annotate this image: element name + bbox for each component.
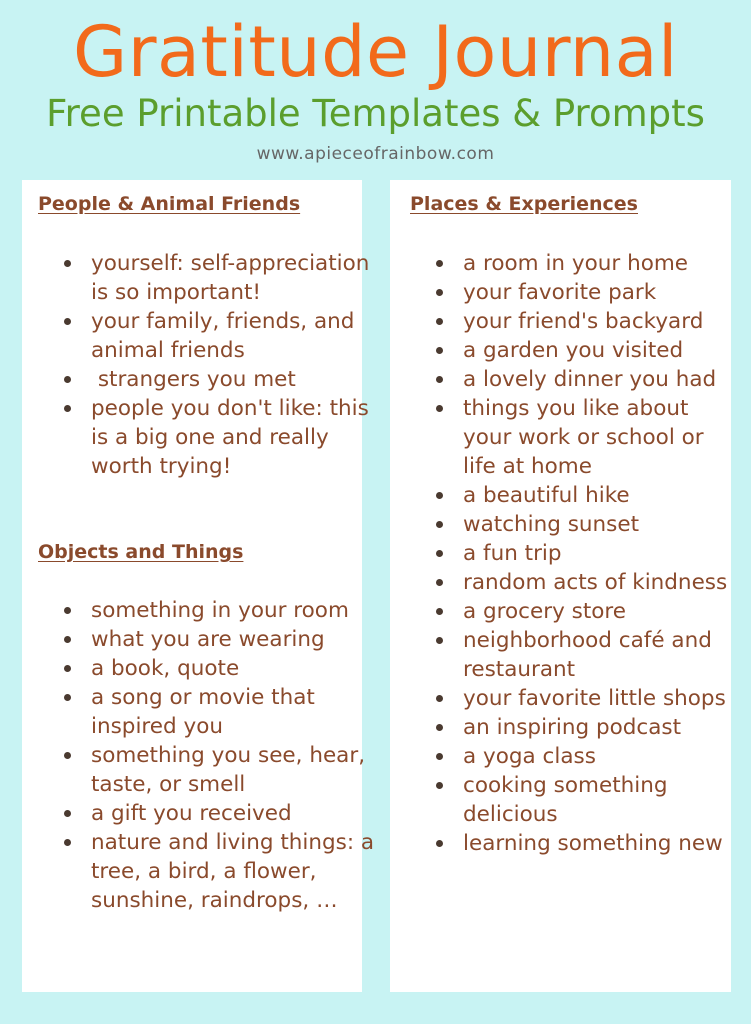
list-item: yourself: self-appreciation is so important!: [91, 249, 381, 307]
bullet-icon: [436, 289, 443, 296]
bullet-icon: [64, 405, 71, 412]
bullet-icon: [64, 260, 71, 267]
section-heading-objects: Objects and Things: [38, 541, 244, 563]
list-item: a garden you visited: [463, 336, 728, 365]
bullet-icon: [436, 753, 443, 760]
list-item: a book, quote: [91, 654, 381, 683]
section-heading-people: People & Animal Friends: [38, 193, 301, 215]
bullet-icon: [436, 347, 443, 354]
bullet-icon: [436, 405, 443, 412]
bullet-icon: [436, 840, 443, 847]
list-item: watching sunset: [463, 510, 728, 539]
left-column-card: [22, 180, 375, 992]
bullet-icon: [436, 318, 443, 325]
bullet-icon: [436, 637, 443, 644]
list-item: your family, friends, and animal friends: [91, 307, 381, 365]
bullet-icon: [64, 607, 71, 614]
list-item: an inspiring podcast: [463, 713, 728, 742]
list-item: a grocery store: [463, 597, 728, 626]
list-item: a gift you received: [91, 799, 381, 828]
objects-list: [91, 596, 381, 915]
bullet-icon: [436, 492, 443, 499]
list-item: something in your room: [91, 596, 381, 625]
bullet-icon: [436, 376, 443, 383]
list-item: a beautiful hike: [463, 481, 728, 510]
section-heading-places: Places & Experiences: [410, 193, 638, 215]
website-url: www.apieceofrainbow.com: [256, 144, 495, 164]
bullet-icon: [436, 608, 443, 615]
list-item: what you are wearing: [91, 625, 381, 654]
bullet-icon: [436, 260, 443, 267]
bullet-icon: [64, 376, 71, 383]
list-item: neighborhood café and restaurant: [463, 626, 728, 684]
list-item: your favorite park: [463, 278, 728, 307]
bullet-icon: [64, 636, 71, 643]
list-item: things you like about your work or school or life at home: [463, 394, 728, 481]
list-item: people you don't like: this is a big one and really worth trying!: [91, 394, 381, 481]
list-item: something you see, hear, taste, or smell: [91, 741, 381, 799]
list-item: a song or movie that inspired you: [91, 683, 381, 741]
list-item: strangers you met: [91, 365, 381, 394]
bullet-icon: [64, 752, 71, 759]
bullet-icon: [64, 665, 71, 672]
right-column-card: [390, 180, 731, 992]
people-list: [91, 249, 381, 481]
list-item: learning something new: [463, 829, 728, 858]
list-item: a yoga class: [463, 742, 728, 771]
list-item: a room in your home: [463, 249, 728, 278]
list-item: your favorite little shops: [463, 684, 728, 713]
list-item: a fun trip: [463, 539, 728, 568]
bullet-icon: [436, 782, 443, 789]
bullet-icon: [64, 318, 71, 325]
places-list: [463, 249, 728, 858]
page-subtitle: Free Printable Templates & Prompts: [46, 92, 705, 135]
list-item: your friend's backyard: [463, 307, 728, 336]
bullet-icon: [64, 839, 71, 846]
bullet-icon: [64, 694, 71, 701]
list-item: a lovely dinner you had: [463, 365, 728, 394]
list-item: cooking something delicious: [463, 771, 728, 829]
bullet-icon: [436, 521, 443, 528]
bullet-icon: [436, 579, 443, 586]
bullet-icon: [436, 695, 443, 702]
list-item: random acts of kindness: [463, 568, 728, 597]
page-title: Gratitude Journal: [73, 11, 678, 93]
bullet-icon: [436, 550, 443, 557]
list-item: nature and living things: a tree, a bird, a flower, sunshine, raindrops, …: [91, 828, 381, 915]
bullet-icon: [436, 724, 443, 731]
bullet-icon: [64, 810, 71, 817]
